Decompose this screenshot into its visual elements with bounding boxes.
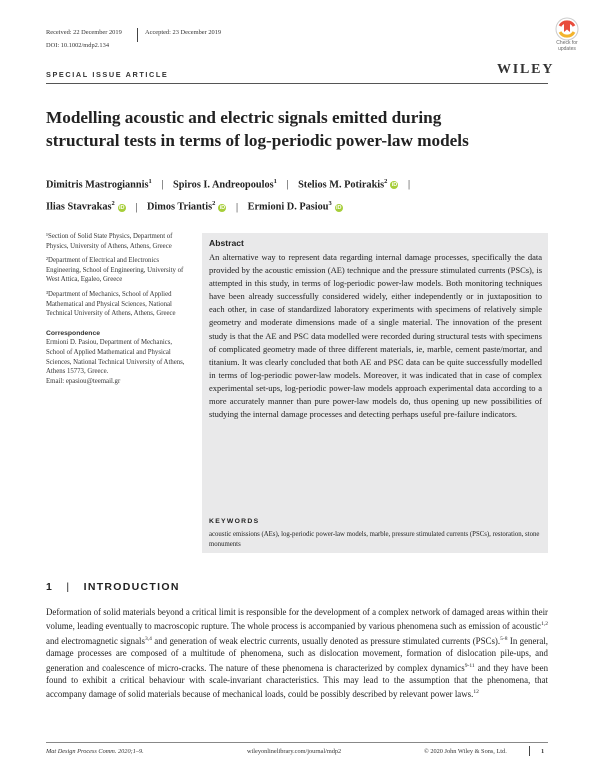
- publisher-logo: WILEY: [497, 62, 555, 77]
- abstract-heading: Abstract: [209, 238, 244, 248]
- orcid-icon[interactable]: iD: [391, 182, 398, 189]
- article-title: [46, 106, 548, 152]
- accepted-date: Accepted: 23 December 2019: [145, 29, 222, 36]
- author-name[interactable]: Spiros I. Andreopoulos: [172, 179, 274, 191]
- author-name[interactable]: Ermioni D. Pasiou: [247, 201, 329, 213]
- title-line-2: structural tests in terms of log-periodic power-law models: [46, 131, 469, 150]
- affiliation-3: ³Department of Mechanics, School of Applied Mathematical and Physical Sciences, National Technical University of Athens, Athens, Greece: [46, 290, 176, 318]
- author-list: [46, 172, 548, 217]
- title-line-1: Modelling acoustic and electric signals emitted during: [46, 108, 442, 127]
- footer-url[interactable]: wileyonlinelibrary.com/journal/mdp2: [247, 748, 342, 755]
- doi-link[interactable]: DOI: 10.1002/mdp2.134: [46, 42, 110, 49]
- author-name[interactable]: Dimos Triantis: [146, 201, 213, 213]
- intro-text: Deformation of solid materials beyond a critical limit is responsible for the development of a complex network of damaged areas within their volume, leading eventually to macroscopic rupture. The whole process is accompanied by various phenomena such as emission of acoustic: [46, 607, 548, 632]
- footer-rule: [46, 742, 548, 743]
- header-divider: [137, 28, 138, 42]
- badge-line-1: Check for: [556, 40, 578, 46]
- author-affiliation-sup: 2: [111, 200, 115, 208]
- orcid-icon[interactable]: iD: [219, 204, 226, 211]
- page-number: 1: [541, 748, 545, 755]
- correspondence-email[interactable]: Email: epasiou@teemail.gr: [46, 377, 121, 385]
- intro-paragraph: [46, 606, 548, 701]
- abstract-box: [202, 233, 548, 553]
- badge-line-2: updates: [558, 45, 576, 52]
- citation[interactable]: 9-11: [464, 662, 475, 669]
- header-rule: [46, 83, 548, 84]
- intro-text: and they have been found to exhibit a critical behaviour with scale-invariant characteristics. This may lead to the assumption that the phenomena, that accompany damage of solid materials because of mechanical loads, could be possibly described by relevant power laws.: [46, 662, 549, 700]
- correspondence-text: Ermioni D. Pasiou, Department of Mechanics, School of Applied Mathematical and Physical Sciences, National Technical University of Athens, Athens 15773, Greece.: [46, 339, 185, 376]
- orcid-icon[interactable]: iD: [336, 204, 342, 211]
- author-affiliation-sup: 2: [384, 178, 388, 185]
- footer-copyright: © 2020 John Wiley & Sons, Ltd.: [424, 748, 507, 755]
- correspondence-heading: Correspondence: [46, 329, 101, 337]
- intro-text: and generation of weak electric currents, usually denoted as pressure stimulated currents (PSCs).: [151, 635, 501, 646]
- section-number: 1: [46, 581, 54, 593]
- orcid-icon[interactable]: iD: [119, 204, 125, 211]
- affiliation-2: ²Department of Electrical and Electronics Engineering, School of Engineering, University of West Attica, Egaleo, Greece: [46, 257, 184, 284]
- received-date: Received: 22 December 2019: [46, 29, 122, 36]
- affiliation-1: ¹Section of Solid State Physics, Department of Physics, University of Athens, Athens, Greece: [46, 233, 173, 250]
- author-affiliation-sup: 1: [273, 178, 277, 185]
- citation[interactable]: 3,4: [144, 635, 152, 642]
- author-affiliation-sup: 3: [328, 200, 332, 208]
- author-affiliation-sup: 2: [212, 200, 216, 208]
- author-separator: |: [161, 179, 164, 191]
- check-for-updates-badge[interactable]: [547, 14, 587, 54]
- author-name[interactable]: Dimitris Mastrogiannis: [46, 179, 149, 191]
- section-heading: [46, 581, 180, 593]
- section-title: INTRODUCTION: [83, 581, 180, 593]
- footer-journal: Mat Design Process Comm. 2020;1–9.: [46, 748, 144, 755]
- intro-text: In general, damage processes are composed of a multitude of phenomena, such as dislocation movement, formation of dislocation pile-ups, and generation and coalescence of micro-cracks. The nature of these phenomena is characterized by complex dynamics: [46, 635, 548, 673]
- footer-divider: [529, 746, 530, 756]
- author-separator: |: [235, 201, 238, 213]
- affiliations-column: [46, 232, 192, 391]
- author-name[interactable]: Ilias Stavrakas: [46, 201, 112, 213]
- section-separator: |: [66, 581, 71, 593]
- author-separator: |: [135, 201, 138, 213]
- author-separator: |: [408, 179, 411, 191]
- author-separator: |: [286, 179, 289, 191]
- author-affiliation-sup: 1: [148, 178, 152, 185]
- keywords-text: acoustic emissions (AEs), log-periodic power-law models, marble, pressure stimulated currents (PSCs), restoration, stone monuments: [209, 531, 540, 548]
- abstract-text: An alternative way to represent data regarding internal damage processes, specifically the data provided by the acoustic emission (AE) technique and the pressure stimulated currents (PSCs), is attempted in this study, in terms of log-periodic power-law models. Both monitoring techniques have been already successfully considered widely, either independently or in juxtaposition to each other, in case of standardized laboratory experiments with specimens of relatively simple geometry and moderate dimensions made of a single material. The innovation of the present study is that the AE and PSC data modelled were recorded during structural tests with specimens of complicated geometry made of three different materials, ie, marble, cement paste/mortar, and titanium. It was clearly concluded that both AE and PSC data can be quite successfully modelled in terms of log-periodic power-law models. Moreover, it was indicated that in case of complex experimental set-ups, log-periodic power-law models approach experimental data according to a more accurately manner than pure power-law models do, thus opening up new possibilities of studying the internal damage processes and detecting perhaps useful pre-failure indicators.: [209, 252, 542, 420]
- citation[interactable]: 5-8: [500, 635, 508, 642]
- intro-text: and electromagnetic signals: [46, 635, 145, 646]
- citation[interactable]: 12: [473, 689, 479, 696]
- article-type: SPECIAL ISSUE ARTICLE: [46, 70, 169, 79]
- keywords-heading: KEYWORDS: [209, 518, 260, 525]
- author-name[interactable]: Stelios M. Potirakis: [298, 179, 385, 191]
- citation[interactable]: 1,2: [541, 621, 548, 628]
